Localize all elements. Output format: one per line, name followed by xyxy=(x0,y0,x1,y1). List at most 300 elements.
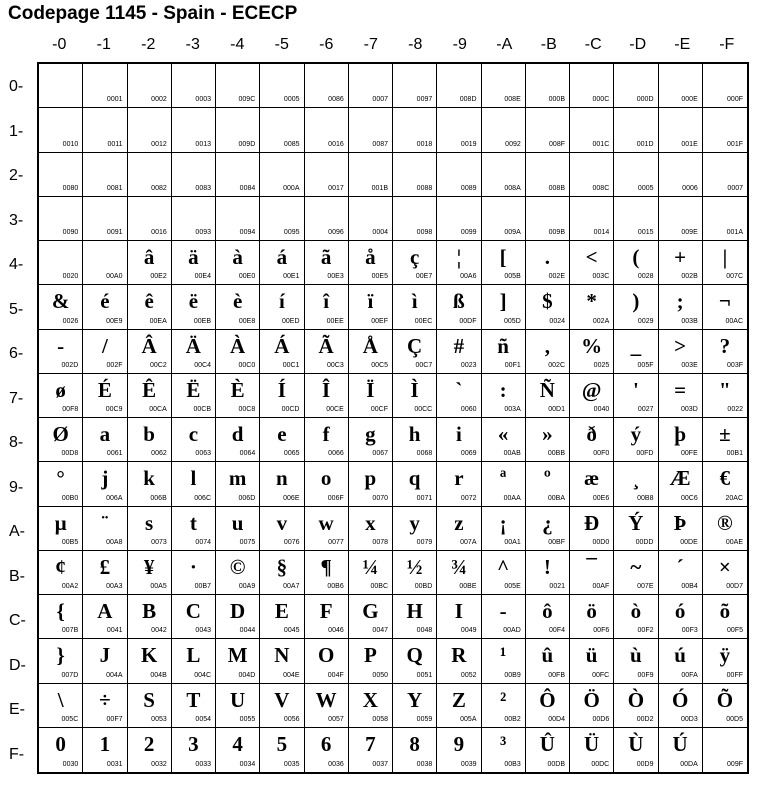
cell-unicode-code: 0083 xyxy=(195,184,211,192)
codepage-cell xyxy=(437,153,481,197)
codepage-cell xyxy=(39,595,83,639)
codepage-cell xyxy=(216,285,260,329)
cell-glyph: Ç xyxy=(407,333,423,358)
cell-unicode-code: 0023 xyxy=(460,361,477,369)
cell-unicode-code: 00E8 xyxy=(238,317,256,325)
cell-unicode-code: 00AB xyxy=(503,450,521,458)
codepage-cell xyxy=(39,418,83,462)
cell-glyph: B xyxy=(142,599,157,623)
cell-unicode-code: 0034 xyxy=(239,761,256,768)
codepage-cell xyxy=(305,285,349,329)
codepage-cell xyxy=(570,241,614,285)
cell-glyph: Ë xyxy=(186,377,201,402)
cell-unicode-code: 0041 xyxy=(106,627,123,635)
cell-unicode-code: 00A1 xyxy=(504,538,521,546)
codepage-cell xyxy=(614,507,658,551)
cell-glyph: \ xyxy=(57,687,64,712)
cell-unicode-code: 00F7 xyxy=(106,715,123,723)
codepage-cell xyxy=(216,153,260,197)
cell-unicode-code: 00D6 xyxy=(592,715,610,723)
cell-unicode-code: 00D1 xyxy=(548,406,565,413)
cell-glyph: W xyxy=(315,687,337,712)
cell-glyph: Ý xyxy=(628,510,644,535)
cell-glyph: i xyxy=(455,422,462,446)
codepage-cell xyxy=(526,285,570,329)
codepage-cell xyxy=(703,108,747,152)
cell-unicode-code: 009F xyxy=(727,761,743,768)
cell-unicode-code: 0035 xyxy=(283,761,300,768)
codepage-cell xyxy=(349,197,393,241)
cell-unicode-code: 006E xyxy=(283,494,300,502)
codepage-cell xyxy=(172,639,216,683)
cell-glyph: ó xyxy=(674,599,686,623)
codepage-cell xyxy=(703,462,747,506)
cell-unicode-code: 0020 xyxy=(62,273,79,281)
codepage-cell xyxy=(614,418,658,462)
cell-glyph: Y xyxy=(407,687,423,712)
codepage-cell xyxy=(260,595,304,639)
cell-glyph: l xyxy=(190,466,197,491)
column-header: -1 xyxy=(96,36,111,53)
codepage-cell xyxy=(216,108,260,152)
codepage-cell xyxy=(570,595,614,639)
cell-unicode-code: 0010 xyxy=(62,140,79,148)
cell-unicode-code: 0093 xyxy=(195,229,211,236)
cell-unicode-code: 0044 xyxy=(239,627,256,635)
cell-unicode-code: 00C2 xyxy=(150,361,167,369)
cell-glyph: Ò xyxy=(627,687,645,712)
codepage-cell xyxy=(526,64,570,108)
codepage-cell xyxy=(305,64,349,108)
cell-unicode-code: 006A xyxy=(106,494,123,502)
codepage-cell xyxy=(437,108,481,152)
codepage-cell xyxy=(83,507,127,551)
cell-glyph: v xyxy=(276,510,288,535)
cell-glyph: S xyxy=(143,687,155,712)
codepage-cell xyxy=(482,241,526,285)
cell-glyph: ö xyxy=(586,599,597,623)
cell-unicode-code: 005C xyxy=(61,715,79,723)
cell-glyph: þ xyxy=(674,422,686,446)
cell-unicode-code: 0051 xyxy=(416,671,433,679)
cell-unicode-code: 00D2 xyxy=(636,715,654,723)
codepage-cell xyxy=(39,197,83,241)
codepage-cell xyxy=(703,285,747,329)
cell-glyph: h xyxy=(408,422,421,446)
codepage-cell xyxy=(393,108,437,152)
cell-unicode-code: 0050 xyxy=(372,671,388,679)
cell-unicode-code: 00B6 xyxy=(327,583,344,590)
codepage-cell xyxy=(216,639,260,683)
cell-unicode-code: 0066 xyxy=(328,450,344,458)
codepage-cell xyxy=(83,197,127,241)
cell-glyph: Ú xyxy=(672,731,688,756)
cell-unicode-code: 00CD xyxy=(281,406,300,413)
codepage-cell xyxy=(437,374,481,418)
codepage-cell xyxy=(659,595,703,639)
codepage-cell xyxy=(260,153,304,197)
cell-unicode-code: 0030 xyxy=(62,761,79,768)
codepage-cell xyxy=(216,374,260,418)
cell-unicode-code: 00A0 xyxy=(106,273,123,281)
codepage-cell xyxy=(83,153,127,197)
cell-glyph: 0 xyxy=(55,731,66,756)
cell-glyph: - xyxy=(499,599,507,623)
codepage-cell xyxy=(39,108,83,152)
cell-unicode-code: 0007 xyxy=(727,184,743,192)
cell-unicode-code: 004C xyxy=(194,671,211,679)
cell-unicode-code: 00F1 xyxy=(504,361,521,369)
cell-glyph: Í xyxy=(277,377,286,402)
cell-glyph: » xyxy=(542,422,553,446)
cell-unicode-code: 00A6 xyxy=(460,273,477,281)
codepage-cell xyxy=(570,507,614,551)
codepage-cell xyxy=(260,418,304,462)
cell-unicode-code: 0016 xyxy=(328,140,344,148)
cell-unicode-code: 005E xyxy=(504,583,521,590)
cell-glyph: ¹ xyxy=(499,643,507,668)
cell-glyph: ) xyxy=(632,289,640,314)
codepage-cell xyxy=(83,639,127,683)
cell-unicode-code: 0061 xyxy=(106,450,123,458)
cell-unicode-code: 0036 xyxy=(328,761,344,768)
cell-glyph: ë xyxy=(188,289,199,314)
cell-unicode-code: 00F9 xyxy=(637,671,654,679)
codepage-cell xyxy=(83,462,127,506)
cell-unicode-code: 00B9 xyxy=(504,671,521,679)
cell-unicode-code: 003C xyxy=(592,273,610,281)
cell-unicode-code: 0096 xyxy=(328,229,344,236)
codepage-cell xyxy=(659,108,703,152)
codepage-cell xyxy=(437,551,481,595)
codepage-cell xyxy=(83,330,127,374)
cell-unicode-code: 00CB xyxy=(193,406,211,413)
cell-unicode-code: 0065 xyxy=(283,450,300,458)
codepage-cell xyxy=(659,462,703,506)
cell-unicode-code: 20AC xyxy=(725,494,743,502)
cell-unicode-code: 008E xyxy=(504,96,521,104)
codepage-cell xyxy=(305,507,349,551)
cell-unicode-code: 0099 xyxy=(460,229,477,236)
cell-unicode-code: 0095 xyxy=(283,229,300,236)
cell-unicode-code: 001A xyxy=(726,229,743,236)
codepage-cell xyxy=(659,330,703,374)
codepage-cell xyxy=(437,64,481,108)
cell-glyph: ç xyxy=(409,245,420,269)
cell-unicode-code: 00C7 xyxy=(415,361,433,369)
cell-glyph: p xyxy=(364,466,377,491)
cell-glyph: ÿ xyxy=(719,643,731,668)
cell-unicode-code: 00B5 xyxy=(61,538,79,546)
codepage-cell xyxy=(570,374,614,418)
codepage-cell xyxy=(614,684,658,728)
codepage-cell xyxy=(437,197,481,241)
row-header: 9- xyxy=(9,478,24,496)
cell-unicode-code: 0006 xyxy=(682,184,698,192)
codepage-cell xyxy=(260,330,304,374)
cell-unicode-code: 00C6 xyxy=(681,494,698,502)
cell-unicode-code: 00B4 xyxy=(681,583,698,590)
cell-glyph: s xyxy=(145,510,154,535)
codepage-cell xyxy=(39,551,83,595)
cell-glyph: ñ xyxy=(497,333,509,358)
cell-unicode-code: 00C9 xyxy=(105,406,123,413)
cell-glyph: ( xyxy=(632,245,640,269)
codepage-cell xyxy=(83,551,127,595)
codepage-cell xyxy=(393,462,437,506)
cell-unicode-code: 00CE xyxy=(326,406,344,413)
cell-glyph: Ê xyxy=(142,377,157,402)
codepage-cell xyxy=(703,330,747,374)
cell-glyph: É xyxy=(97,377,112,402)
codepage-cell xyxy=(128,507,172,551)
cell-glyph: L xyxy=(186,643,201,668)
row-header: 1- xyxy=(9,122,24,140)
cell-unicode-code: 00FA xyxy=(681,671,698,679)
cell-unicode-code: 0072 xyxy=(460,494,477,502)
codepage-cell xyxy=(526,374,570,418)
codepage-cell xyxy=(614,374,658,418)
cell-unicode-code: 008A xyxy=(504,184,521,192)
cell-unicode-code: 00EE xyxy=(326,317,344,325)
codepage-cell xyxy=(526,418,570,462)
cell-unicode-code: 00D4 xyxy=(548,715,565,723)
codepage-grid xyxy=(37,62,749,774)
codepage-cell xyxy=(659,639,703,683)
cell-unicode-code: 00FB xyxy=(548,671,565,679)
cell-unicode-code: 0026 xyxy=(62,317,79,325)
cell-glyph: % xyxy=(581,333,603,358)
cell-unicode-code: 000E xyxy=(681,96,698,104)
codepage-cell xyxy=(526,197,570,241)
codepage-cell xyxy=(39,330,83,374)
codepage-cell xyxy=(260,684,304,728)
row-header: 2- xyxy=(9,167,24,184)
cell-unicode-code: 0081 xyxy=(106,184,123,192)
codepage-cell xyxy=(437,330,481,374)
column-header: -D xyxy=(629,36,647,53)
row-header: 7- xyxy=(9,389,24,407)
codepage-cell xyxy=(172,462,216,506)
page-title: Codepage 1145 - Spain - ECECP xyxy=(8,3,298,24)
codepage-cell xyxy=(216,241,260,285)
column-header: -4 xyxy=(230,36,245,53)
codepage-cell xyxy=(393,285,437,329)
cell-glyph: ª xyxy=(499,466,507,491)
codepage-cell xyxy=(482,285,526,329)
row-header: 5- xyxy=(9,300,24,318)
cell-unicode-code: 0012 xyxy=(151,140,167,148)
cell-glyph: 9 xyxy=(453,731,465,756)
cell-glyph: E xyxy=(274,599,289,623)
row-header: F- xyxy=(9,745,25,763)
cell-unicode-code: 006C xyxy=(194,494,211,502)
codepage-cell xyxy=(305,639,349,683)
cell-glyph: ì xyxy=(411,289,418,314)
codepage-cell xyxy=(482,64,526,108)
codepage-cell xyxy=(659,551,703,595)
cell-unicode-code: 0089 xyxy=(460,184,477,192)
cell-unicode-code: 002C xyxy=(548,361,565,369)
cell-glyph: ù xyxy=(630,643,642,668)
cell-glyph: n xyxy=(276,466,288,491)
codepage-cell xyxy=(570,197,614,241)
codepage-cell xyxy=(614,241,658,285)
cell-unicode-code: 009C xyxy=(238,96,256,104)
codepage-cell xyxy=(614,285,658,329)
cell-unicode-code: 0076 xyxy=(283,538,300,546)
cell-unicode-code: 003B xyxy=(681,317,698,325)
codepage-cell xyxy=(172,197,216,241)
cell-glyph: ð xyxy=(586,422,597,446)
column-header: -3 xyxy=(185,36,200,53)
codepage-cell xyxy=(659,241,703,285)
codepage-cell xyxy=(172,153,216,197)
cell-unicode-code: 00AA xyxy=(503,494,521,502)
cell-unicode-code: 007D xyxy=(61,671,79,679)
codepage-cell xyxy=(570,153,614,197)
cell-glyph: U xyxy=(230,687,246,712)
codepage-cell xyxy=(614,595,658,639)
column-header: -0 xyxy=(52,36,67,53)
cell-unicode-code: 0001 xyxy=(106,96,123,104)
cell-glyph: ï xyxy=(367,289,374,314)
codepage-cell xyxy=(349,551,393,595)
cell-unicode-code: 00BF xyxy=(548,538,565,546)
codepage-cell xyxy=(659,64,703,108)
cell-glyph: Ù xyxy=(628,731,644,756)
cell-glyph: å xyxy=(365,245,376,269)
codepage-cell xyxy=(659,728,703,772)
cell-unicode-code: 00B7 xyxy=(194,583,211,590)
codepage-cell xyxy=(128,684,172,728)
codepage-cell xyxy=(393,639,437,683)
cell-unicode-code: 0069 xyxy=(460,450,477,458)
cell-glyph: a xyxy=(99,422,111,446)
codepage-cell xyxy=(83,285,127,329)
codepage-cell xyxy=(437,285,481,329)
codepage-cell xyxy=(216,507,260,551)
cell-unicode-code: 00D7 xyxy=(726,583,743,590)
cell-unicode-code: 00F6 xyxy=(593,627,610,635)
cell-unicode-code: 00C0 xyxy=(238,361,256,369)
cell-unicode-code: 0037 xyxy=(372,761,388,768)
codepage-cell xyxy=(393,728,437,772)
cell-unicode-code: 00DF xyxy=(459,317,477,325)
codepage-cell xyxy=(128,418,172,462)
codepage-cell xyxy=(393,684,437,728)
cell-glyph: & xyxy=(51,289,70,314)
codepage-cell xyxy=(260,462,304,506)
codepage-cell xyxy=(83,241,127,285)
cell-unicode-code: 00AC xyxy=(725,317,743,325)
codepage-cell xyxy=(349,241,393,285)
codepage-cell xyxy=(393,241,437,285)
codepage-cell xyxy=(659,507,703,551)
codepage-cell xyxy=(482,374,526,418)
cell-glyph: Û xyxy=(539,731,555,756)
codepage-cell xyxy=(614,108,658,152)
cell-unicode-code: 008B xyxy=(548,184,565,192)
cell-unicode-code: 008D xyxy=(459,96,477,104)
codepage-cell xyxy=(128,153,172,197)
codepage-cell xyxy=(216,64,260,108)
row-header: 4- xyxy=(9,256,24,273)
column-header: -9 xyxy=(452,36,467,53)
codepage-cell xyxy=(349,639,393,683)
codepage-cell xyxy=(172,64,216,108)
cell-unicode-code: 00AE xyxy=(725,538,743,546)
cell-glyph: [ xyxy=(499,245,507,269)
cell-unicode-code: 00F2 xyxy=(637,627,654,635)
cell-unicode-code: 0094 xyxy=(239,229,256,236)
cell-unicode-code: 004A xyxy=(106,671,123,679)
codepage-cell xyxy=(393,551,437,595)
cell-glyph: ô xyxy=(542,599,553,623)
cell-unicode-code: 00F5 xyxy=(727,627,743,635)
codepage-cell xyxy=(128,462,172,506)
row-header: B- xyxy=(9,567,25,585)
cell-glyph: C xyxy=(185,599,201,623)
cell-glyph: j xyxy=(101,466,109,491)
cell-unicode-code: 001B xyxy=(371,184,388,192)
codepage-cell xyxy=(482,418,526,462)
codepage-cell xyxy=(128,728,172,772)
cell-glyph: º xyxy=(543,466,551,491)
cell-unicode-code: 007B xyxy=(61,627,79,635)
cell-unicode-code: 0047 xyxy=(372,627,388,635)
cell-unicode-code: 0046 xyxy=(328,627,344,635)
cell-glyph: ¡ xyxy=(499,510,507,535)
cell-glyph: Õ xyxy=(716,687,734,712)
cell-unicode-code: 0056 xyxy=(283,715,300,723)
cell-unicode-code: 00B8 xyxy=(637,494,654,502)
cell-glyph: × xyxy=(718,554,731,579)
cell-unicode-code: 00DA xyxy=(680,761,698,768)
codepage-cell xyxy=(216,330,260,374)
cell-unicode-code: 0090 xyxy=(62,229,79,236)
cell-glyph: ° xyxy=(56,466,65,491)
cell-glyph: ´ xyxy=(676,554,684,579)
row-header: 8- xyxy=(9,434,24,451)
cell-unicode-code: 006B xyxy=(150,494,167,502)
cell-unicode-code: 00F8 xyxy=(62,406,79,413)
cell-unicode-code: 005D xyxy=(504,317,521,325)
cell-unicode-code: 0022 xyxy=(727,406,743,413)
cell-glyph: ½ xyxy=(406,554,423,579)
cell-unicode-code: 0059 xyxy=(416,715,433,723)
codepage-cell xyxy=(349,462,393,506)
cell-glyph: µ xyxy=(54,510,67,535)
cell-glyph: ÷ xyxy=(99,687,111,712)
row-header: A- xyxy=(9,523,25,540)
cell-unicode-code: 007C xyxy=(726,273,743,281)
codepage-cell xyxy=(437,639,481,683)
codepage-cell xyxy=(349,285,393,329)
cell-unicode-code: 0070 xyxy=(372,494,388,502)
cell-unicode-code: 0013 xyxy=(195,140,211,148)
cell-unicode-code: 0062 xyxy=(151,450,167,458)
cell-glyph: 1 xyxy=(99,731,111,756)
cell-unicode-code: 00AF xyxy=(592,583,610,590)
cell-unicode-code: 0011 xyxy=(107,140,123,148)
codepage-cell xyxy=(305,374,349,418)
cell-unicode-code: 0075 xyxy=(239,538,256,546)
cell-unicode-code: 0057 xyxy=(328,715,344,723)
cell-unicode-code: 0071 xyxy=(416,494,433,502)
codepage-cell xyxy=(305,153,349,197)
codepage-cell xyxy=(349,418,393,462)
